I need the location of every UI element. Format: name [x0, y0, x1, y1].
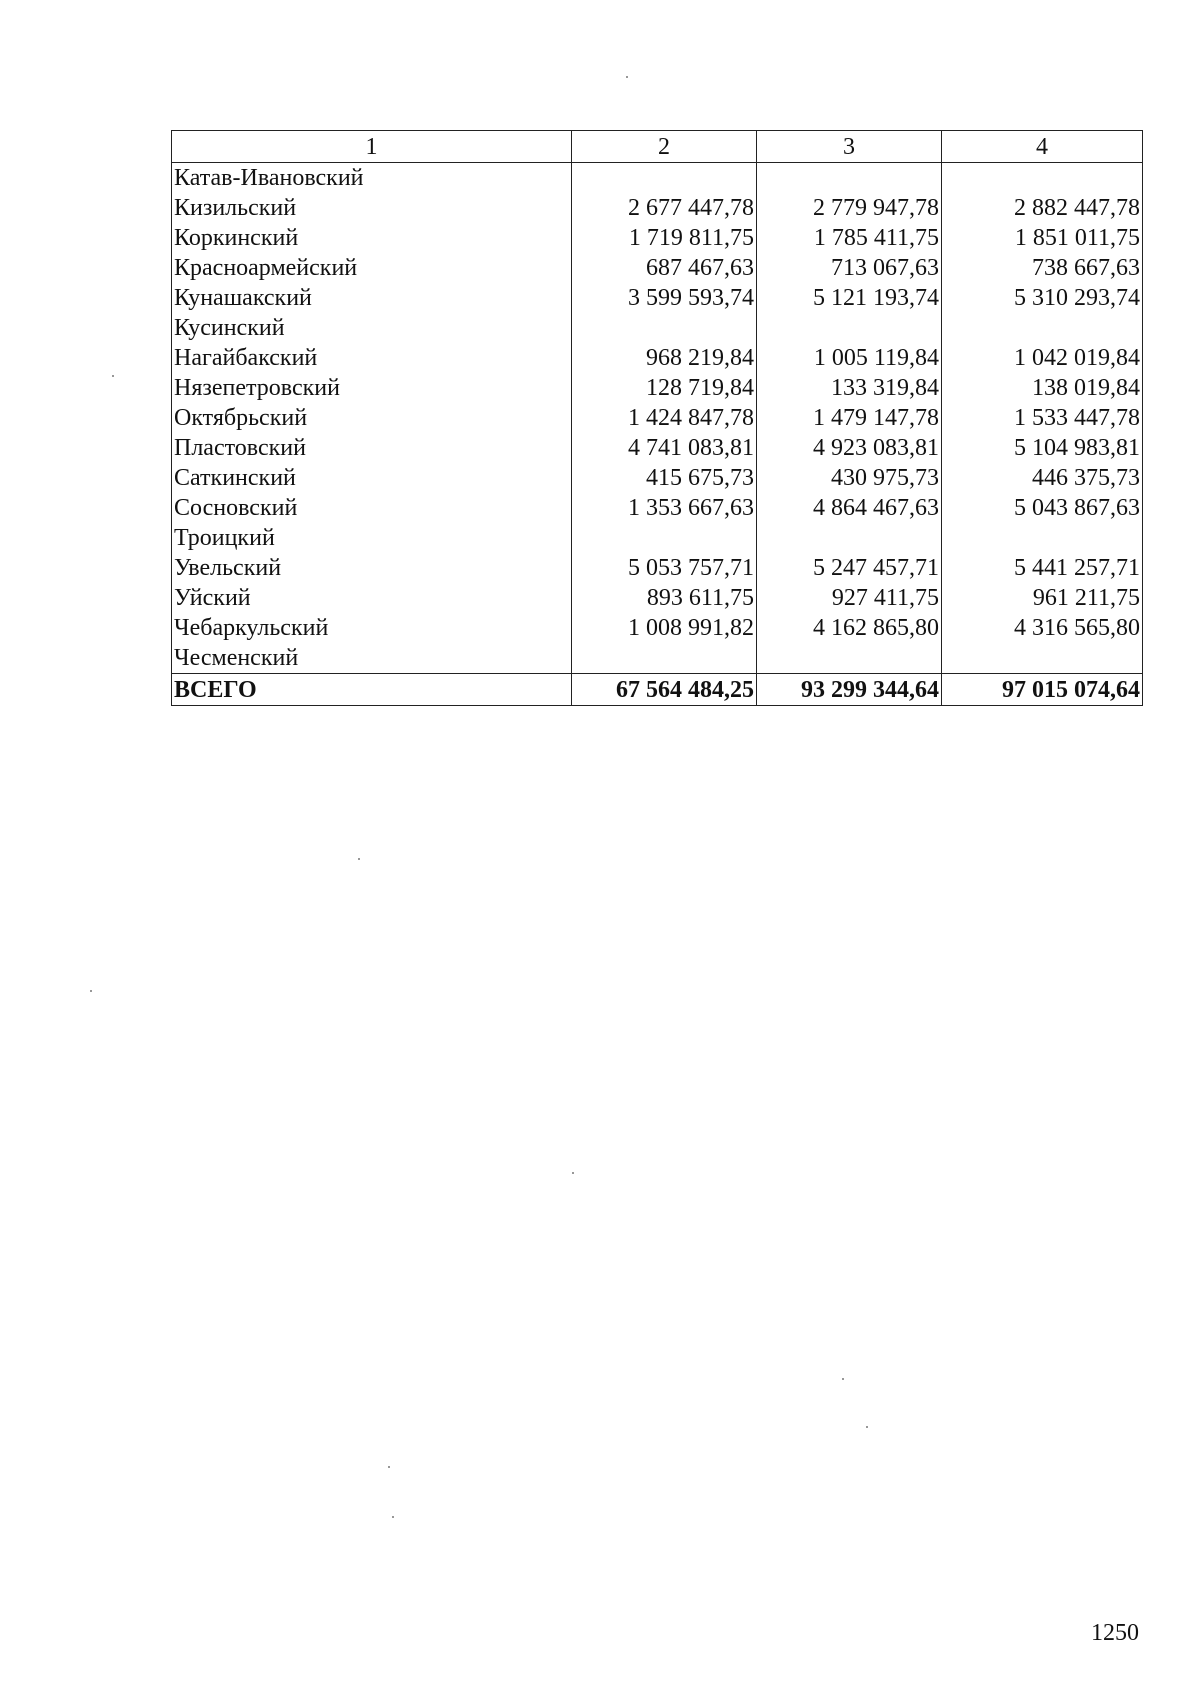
scan-speck: [388, 1466, 390, 1468]
value-cell-col2: 1 008 991,82: [572, 613, 757, 643]
value-cell-col4: 2 882 447,78: [942, 193, 1143, 223]
value-cell-col4: 446 375,73: [942, 463, 1143, 493]
total-value-col3: 93 299 344,64: [757, 674, 942, 706]
value-cell-col2: 1 353 667,63: [572, 493, 757, 523]
value-cell-col4: 738 667,63: [942, 253, 1143, 283]
value-cell-col4: 961 211,75: [942, 583, 1143, 613]
value-cell-col2: [572, 313, 757, 343]
value-cell-col2: [572, 523, 757, 553]
district-name-cell: Кизильский: [172, 193, 572, 223]
total-label: ВСЕГО: [172, 674, 572, 706]
table-row: [172, 403, 1143, 433]
value-cell-col4: 1 533 447,78: [942, 403, 1143, 433]
value-cell-col3: 713 067,63: [757, 253, 942, 283]
scan-speck: [842, 1378, 844, 1380]
value-cell-col3: [757, 643, 942, 674]
value-cell-col3: 2 779 947,78: [757, 193, 942, 223]
value-cell-col3: 5 121 193,74: [757, 283, 942, 313]
table-row: [172, 283, 1143, 313]
scan-speck: [626, 76, 628, 78]
table-row: [172, 583, 1143, 613]
district-name-cell: Пластовский: [172, 433, 572, 463]
value-cell-col4: [942, 313, 1143, 343]
value-cell-col2: 4 741 083,81: [572, 433, 757, 463]
value-cell-col2: 968 219,84: [572, 343, 757, 373]
value-cell-col4: 5 043 867,63: [942, 493, 1143, 523]
value-cell-col2: [572, 163, 757, 194]
value-cell-col2: 687 467,63: [572, 253, 757, 283]
table-row: [172, 373, 1143, 403]
scan-speck: [572, 1172, 574, 1174]
value-cell-col3: 1 479 147,78: [757, 403, 942, 433]
table-row: [172, 613, 1143, 643]
table-row: [172, 433, 1143, 463]
value-cell-col3: 5 247 457,71: [757, 553, 942, 583]
district-name-cell: Коркинский: [172, 223, 572, 253]
district-name-cell: Сосновский: [172, 493, 572, 523]
value-cell-col4: 1 851 011,75: [942, 223, 1143, 253]
table-row: [172, 463, 1143, 493]
value-cell-col2: 893 611,75: [572, 583, 757, 613]
value-cell-col2: 415 675,73: [572, 463, 757, 493]
value-cell-col2: 3 599 593,74: [572, 283, 757, 313]
total-value-col2: 67 564 484,25: [572, 674, 757, 706]
table-row: [172, 493, 1143, 523]
value-cell-col3: [757, 163, 942, 194]
value-cell-col3: [757, 313, 942, 343]
value-cell-col3: 133 319,84: [757, 373, 942, 403]
district-name-cell: Саткинский: [172, 463, 572, 493]
district-name-cell: Чесменский: [172, 643, 572, 674]
table-row: [172, 343, 1143, 373]
column-header: 2: [572, 131, 757, 163]
value-cell-col2: 1 424 847,78: [572, 403, 757, 433]
value-cell-col4: [942, 523, 1143, 553]
scan-speck: [866, 1426, 868, 1428]
value-cell-col4: 1 042 019,84: [942, 343, 1143, 373]
value-cell-col4: 5 104 983,81: [942, 433, 1143, 463]
budget-table: [171, 130, 1143, 706]
value-cell-col2: 1 719 811,75: [572, 223, 757, 253]
scan-speck: [392, 1516, 394, 1518]
table-row: [172, 553, 1143, 583]
scan-speck: [112, 375, 114, 377]
table-row: [172, 193, 1143, 223]
district-name-cell: Кунашакский: [172, 283, 572, 313]
value-cell-col3: 927 411,75: [757, 583, 942, 613]
scan-speck: [358, 858, 360, 860]
district-name-cell: Катав-Ивановский: [172, 163, 572, 194]
district-name-cell: Нязепетровский: [172, 373, 572, 403]
district-name-cell: Октябрьский: [172, 403, 572, 433]
value-cell-col4: 5 441 257,71: [942, 553, 1143, 583]
district-name-cell: Троицкий: [172, 523, 572, 553]
value-cell-col4: [942, 163, 1143, 194]
value-cell-col3: 1 785 411,75: [757, 223, 942, 253]
district-name-cell: Нагайбакский: [172, 343, 572, 373]
table-header-row: [172, 131, 1143, 163]
value-cell-col3: [757, 523, 942, 553]
district-name-cell: Уйский: [172, 583, 572, 613]
column-header: 3: [757, 131, 942, 163]
table-row: [172, 523, 1143, 553]
value-cell-col4: 4 316 565,80: [942, 613, 1143, 643]
table-row: [172, 163, 1143, 194]
table-row: [172, 313, 1143, 343]
value-cell-col2: 2 677 447,78: [572, 193, 757, 223]
value-cell-col4: [942, 643, 1143, 674]
value-cell-col3: 1 005 119,84: [757, 343, 942, 373]
page-number: 1250: [1091, 1620, 1139, 1646]
value-cell-col2: 128 719,84: [572, 373, 757, 403]
value-cell-col3: 430 975,73: [757, 463, 942, 493]
value-cell-col3: 4 162 865,80: [757, 613, 942, 643]
district-name-cell: Увельский: [172, 553, 572, 583]
district-name-cell: Кусинский: [172, 313, 572, 343]
district-name-cell: Красноармейский: [172, 253, 572, 283]
scan-speck: [90, 990, 92, 992]
value-cell-col2: 5 053 757,71: [572, 553, 757, 583]
value-cell-col2: [572, 643, 757, 674]
value-cell-col4: 5 310 293,74: [942, 283, 1143, 313]
district-name-cell: Чебаркульский: [172, 613, 572, 643]
table-row: [172, 253, 1143, 283]
column-header: 1: [172, 131, 572, 163]
value-cell-col4: 138 019,84: [942, 373, 1143, 403]
total-row: [172, 674, 1143, 706]
value-cell-col3: 4 864 467,63: [757, 493, 942, 523]
total-value-col4: 97 015 074,64: [942, 674, 1143, 706]
value-cell-col3: 4 923 083,81: [757, 433, 942, 463]
column-header: 4: [942, 131, 1143, 163]
table-row: [172, 643, 1143, 674]
table-row: [172, 223, 1143, 253]
